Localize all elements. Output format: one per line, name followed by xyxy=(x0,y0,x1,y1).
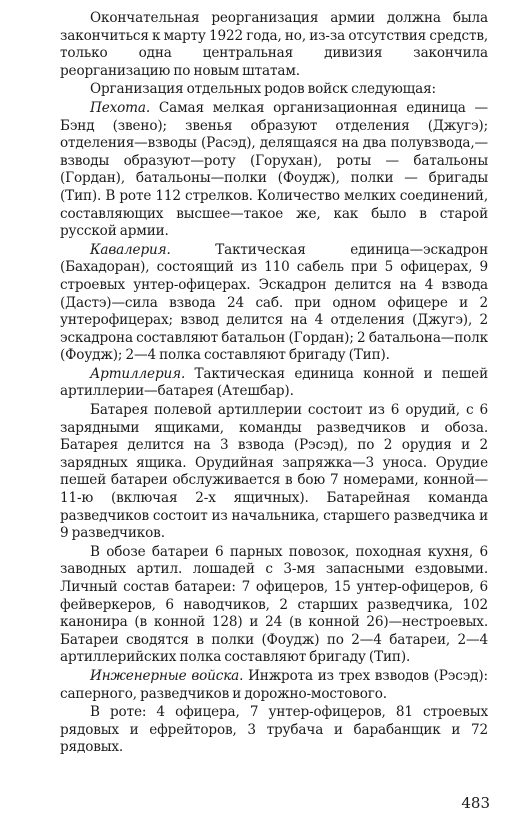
paragraph-reorganization xyxy=(60,10,488,80)
paragraph-battery-train xyxy=(60,544,488,667)
paragraph-text: Инжрота из трех взводов (Рэсэд): саперного, разведчиков и дорожно-мостового. xyxy=(60,667,488,702)
paragraph-text: Окончательная реорганизация армии должна была закончиться к марту 1922 года, но, из-за отсутствия средств, только одна центральная дивизия закончила реорганизацию по новым штатам. xyxy=(60,10,488,79)
section-heading-infantry: Пехота. xyxy=(90,99,151,116)
paragraph-text: В роте: 4 офицера, 7 унтер-офицеров, 81 строевых рядовых и ефрейторов, 3 трубача и барабанщик и 72 рядовых. xyxy=(60,704,488,756)
paragraph-cavalry xyxy=(60,242,488,365)
section-heading-cavalry: Кавалерия. xyxy=(90,241,171,258)
paragraph-field-battery xyxy=(60,402,488,543)
paragraph-infantry xyxy=(60,100,488,241)
page-number: 483 xyxy=(461,794,490,812)
paragraph-text: В обозе батареи 6 парных повозок, походная кухня, 6 заводных артил. лошадей с 3-мя запасными ездовыми. Личный состав батареи: 7 офицеров, 15 унтер-офицеров, 6 фейверкеров, 6 наводчиков, 2 старших разведчика, 102 канонира (в конной 128) и 24 (в конной 26)—нестроевых. Батареи сводятся в полки (Фоудж) по 2—4 батареи, 2—4 артиллерийских полка составляют бригаду (Тип). xyxy=(60,543,488,666)
paragraph-text: Тактическая единица—эскадрон (Бахадоран), состоящий из 110 сабель при 5 офицерах, 9 строевых унтер-офицерах. Эскадрон делится на 4 взвода (Дастэ)—сила взвода 24 саб. при одном офицере и 2 унтерофицерах; взвод делится на 4 отделения (Джугэ), 2 эскадрона составляют батальон (Гордан); 2 батальона—полк (Фоудж); 2—4 полка составляют бригаду (Тип). xyxy=(60,241,488,364)
paragraph-company-strength xyxy=(60,704,488,757)
paragraph-text: Батарея полевой артиллерии состоит из 6 орудий, с 6 зарядными ящиками, команды разведчиков и обоза. Батарея делится на 3 взвода (Рэсэд), по 2 орудия и 2 зарядных ящика. Орудийная запряжка—3 уноса. Орудие пешей батареи обслуживается в бою 7 номерами, конной—11-ю (включая 2-х ящичных). Батарейная команда разведчиков состоит из начальника, старшего разведчика и 9 разведчиков. xyxy=(60,402,488,542)
page-body xyxy=(60,10,488,757)
paragraph-organization-intro xyxy=(60,81,488,99)
paragraph-engineers xyxy=(60,668,488,703)
paragraph-text: Организация отдельных родов войск следующая: xyxy=(90,81,436,98)
paragraph-artillery xyxy=(60,366,488,401)
section-heading-engineers: Инженерные войска. xyxy=(90,667,244,684)
paragraph-text: Тактическая единица конной и пешей артиллерии—батарея (Атешбар). xyxy=(60,365,488,400)
section-heading-artillery: Артиллерия. xyxy=(90,365,186,382)
paragraph-text: Самая мелкая организационная единица — Бэнд (звено); звенья образуют отделения (Джугэ); отделения—взводы (Расэд), делящаяся на два полувзвода,— взводы образуют—роту (Горухан), роты — батальоны (Гордан), батальоны—полки (Фоудж), полки — бригады (Тип). В роте 112 стрелков. Количество мелких соединений, составляющих высшее—такое же, как было в старой русской армии. xyxy=(60,99,488,240)
